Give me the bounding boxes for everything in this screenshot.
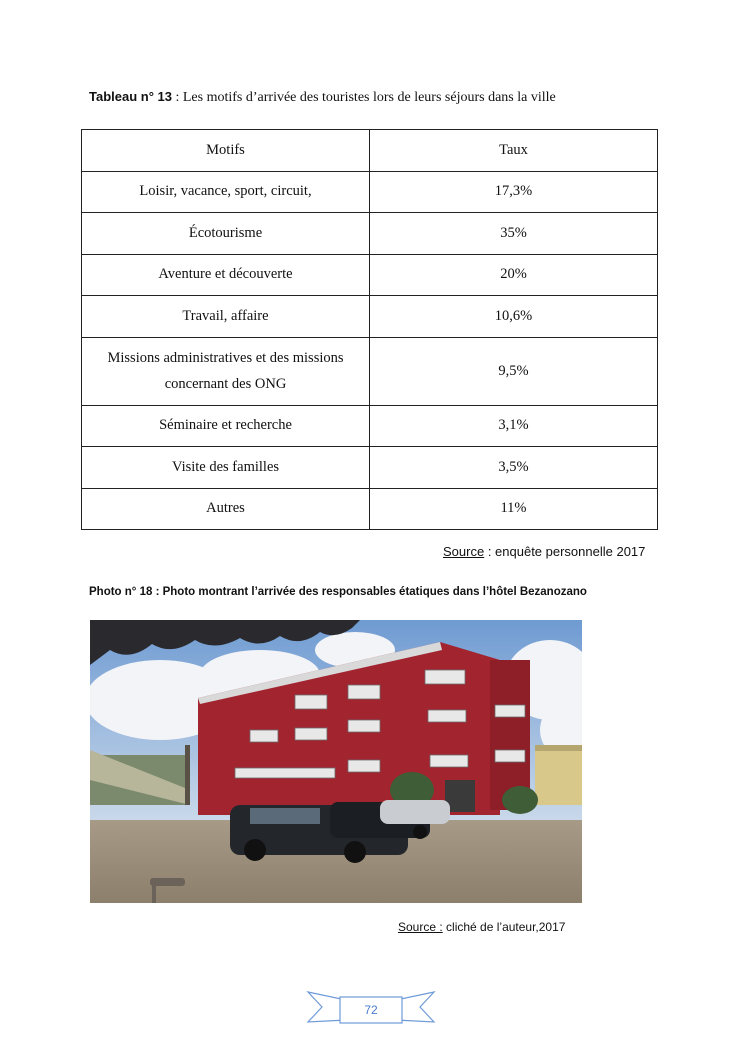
motif-cell: Loisir, vacance, sport, circuit, — [82, 171, 370, 213]
hotel-photo — [90, 620, 582, 903]
motif-line-1: Missions administratives et des missions — [107, 350, 344, 366]
motifs-table — [81, 129, 658, 530]
photo-source-text: cliché de l’auteur,2017 — [442, 920, 566, 934]
table-source-text: : enquête personnelle 2017 — [484, 544, 646, 559]
taux-cell: 3,1% — [370, 405, 658, 447]
table-header-row — [82, 130, 658, 172]
page-number: 72 — [364, 1003, 378, 1017]
taux-cell: 20% — [370, 254, 658, 296]
table-title — [89, 89, 556, 106]
taux-cell: 11% — [370, 488, 658, 530]
motif-cell: Visite des familles — [82, 447, 370, 489]
motif-cell: Autres — [82, 488, 370, 530]
taux-cell: 35% — [370, 213, 658, 255]
table-row — [82, 337, 658, 405]
table-row — [82, 254, 658, 296]
photo-caption: Photo n° 18 : Photo montrant l’arrivée des responsables étatiques dans l’hôtel Bezanozano — [89, 586, 587, 598]
photo-source — [398, 920, 565, 934]
header-taux: Taux — [370, 130, 658, 172]
page-number-banner — [306, 990, 436, 1026]
table-row — [82, 405, 658, 447]
table-source-label: Source — [443, 544, 485, 559]
right-building — [535, 745, 582, 805]
table-row — [82, 296, 658, 338]
motif-cell — [82, 337, 370, 405]
taux-cell: 9,5% — [370, 337, 658, 405]
taux-cell: 3,5% — [370, 447, 658, 489]
table-row — [82, 171, 658, 213]
table-row — [82, 488, 658, 530]
motif-cell: Écotourisme — [82, 213, 370, 255]
table-row — [82, 447, 658, 489]
photo-source-label: Source : — [398, 920, 443, 934]
table-label: Tableau n° 13 — [89, 89, 172, 104]
motif-cell: Aventure et découverte — [82, 254, 370, 296]
motif-cell: Travail, affaire — [82, 296, 370, 338]
table-title-text: : Les motifs d’arrivée des touristes lors de leurs séjours dans la ville — [171, 90, 556, 105]
motif-line-2: concernant des ONG — [164, 376, 287, 392]
header-motifs: Motifs — [82, 130, 370, 172]
taux-cell: 17,3% — [370, 171, 658, 213]
taux-cell: 10,6% — [370, 296, 658, 338]
motif-cell: Séminaire et recherche — [82, 405, 370, 447]
table-row — [82, 213, 658, 255]
table-source — [443, 544, 645, 559]
